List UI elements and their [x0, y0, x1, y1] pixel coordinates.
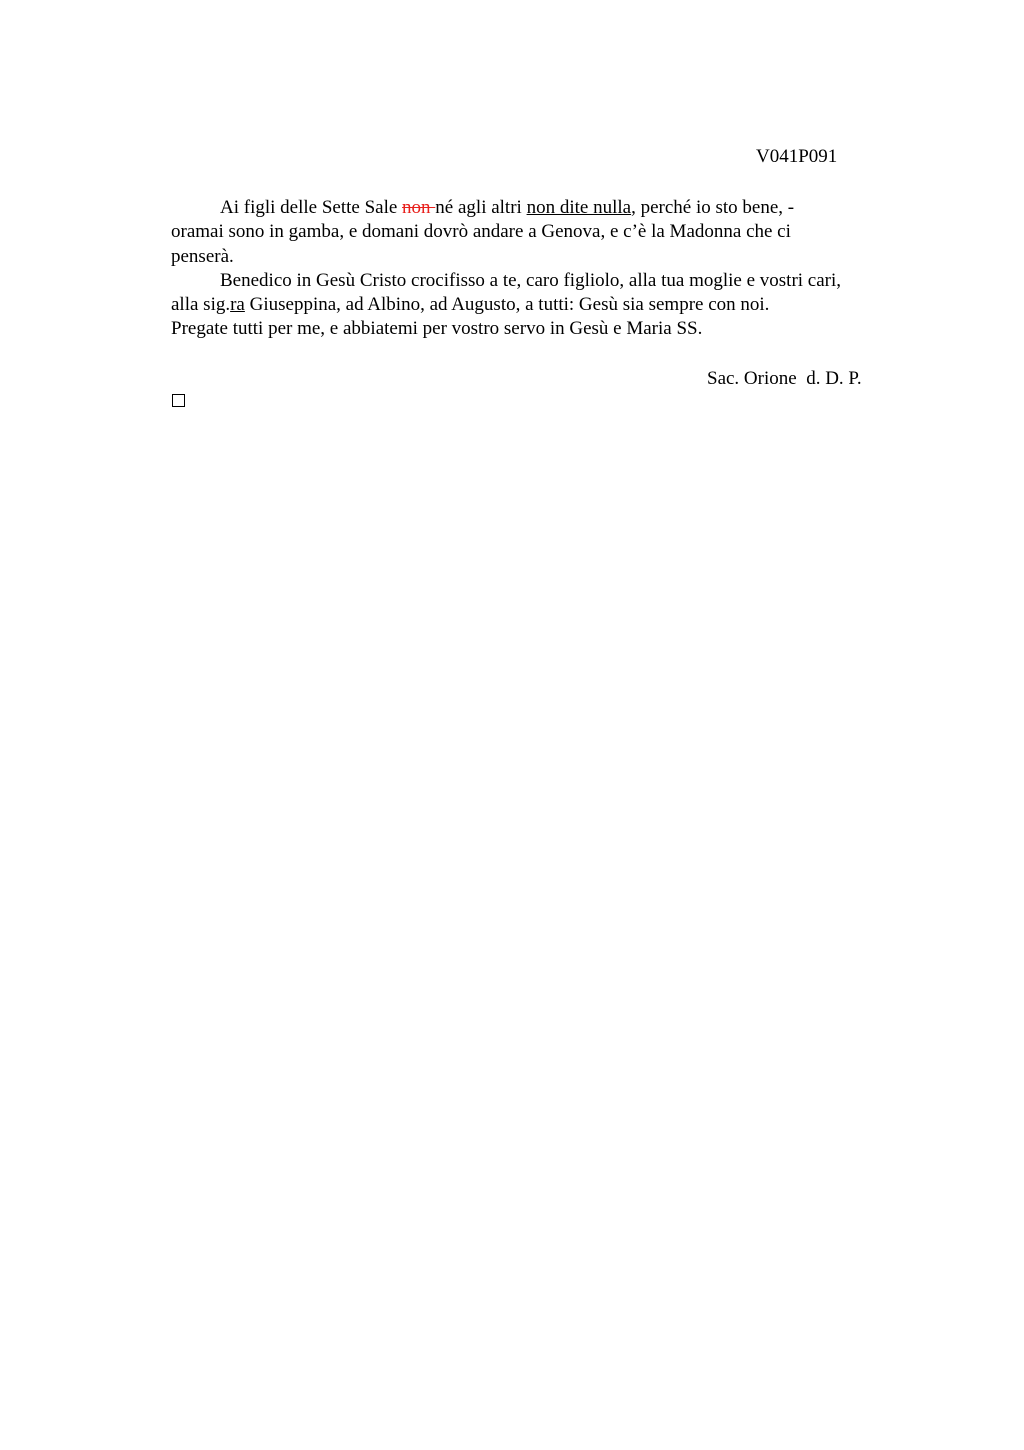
paragraph-1-line-3: penserà.: [171, 245, 234, 267]
text-segment: Giuseppina, ad Albino, ad Augusto, a tutti: Gesù sia sempre con noi.: [244, 294, 770, 316]
empty-box-icon: [172, 394, 185, 407]
paragraph-1: [171, 196, 899, 269]
text-segment: alla sig.: [171, 294, 231, 316]
text-segment: Ai figli delle Sette Sale: [220, 197, 403, 218]
text-segment: né agli altri: [435, 197, 527, 218]
strikethrough-text: non: [402, 197, 436, 218]
text-segment: , perché io sto bene, -: [631, 197, 795, 218]
paragraph-2-line-3: Pregate tutti per me, e abbiatemi per vostro servo in Gesù e Maria SS.: [171, 318, 703, 340]
paragraph-2-line-1: Benedico in Gesù Cristo crocifisso a te, caro figliolo, alla tua moglie e vostri cari,: [220, 269, 842, 291]
underlined-text: non dite nulla: [526, 197, 632, 218]
paragraph-1-line-2: oramai sono in gamba, e domani dovrò andare a Genova, e c’è la Madonna che ci: [171, 221, 791, 243]
paragraph-2-line-2: [171, 293, 899, 317]
underlined-text: ra: [230, 294, 245, 316]
signature: Sac. Orione d. D. P.: [707, 368, 862, 389]
letter-body: [171, 196, 899, 342]
paragraph-2: [171, 269, 899, 342]
paragraph-1-line-1: [171, 196, 899, 220]
page-code: V041P091: [756, 146, 838, 167]
